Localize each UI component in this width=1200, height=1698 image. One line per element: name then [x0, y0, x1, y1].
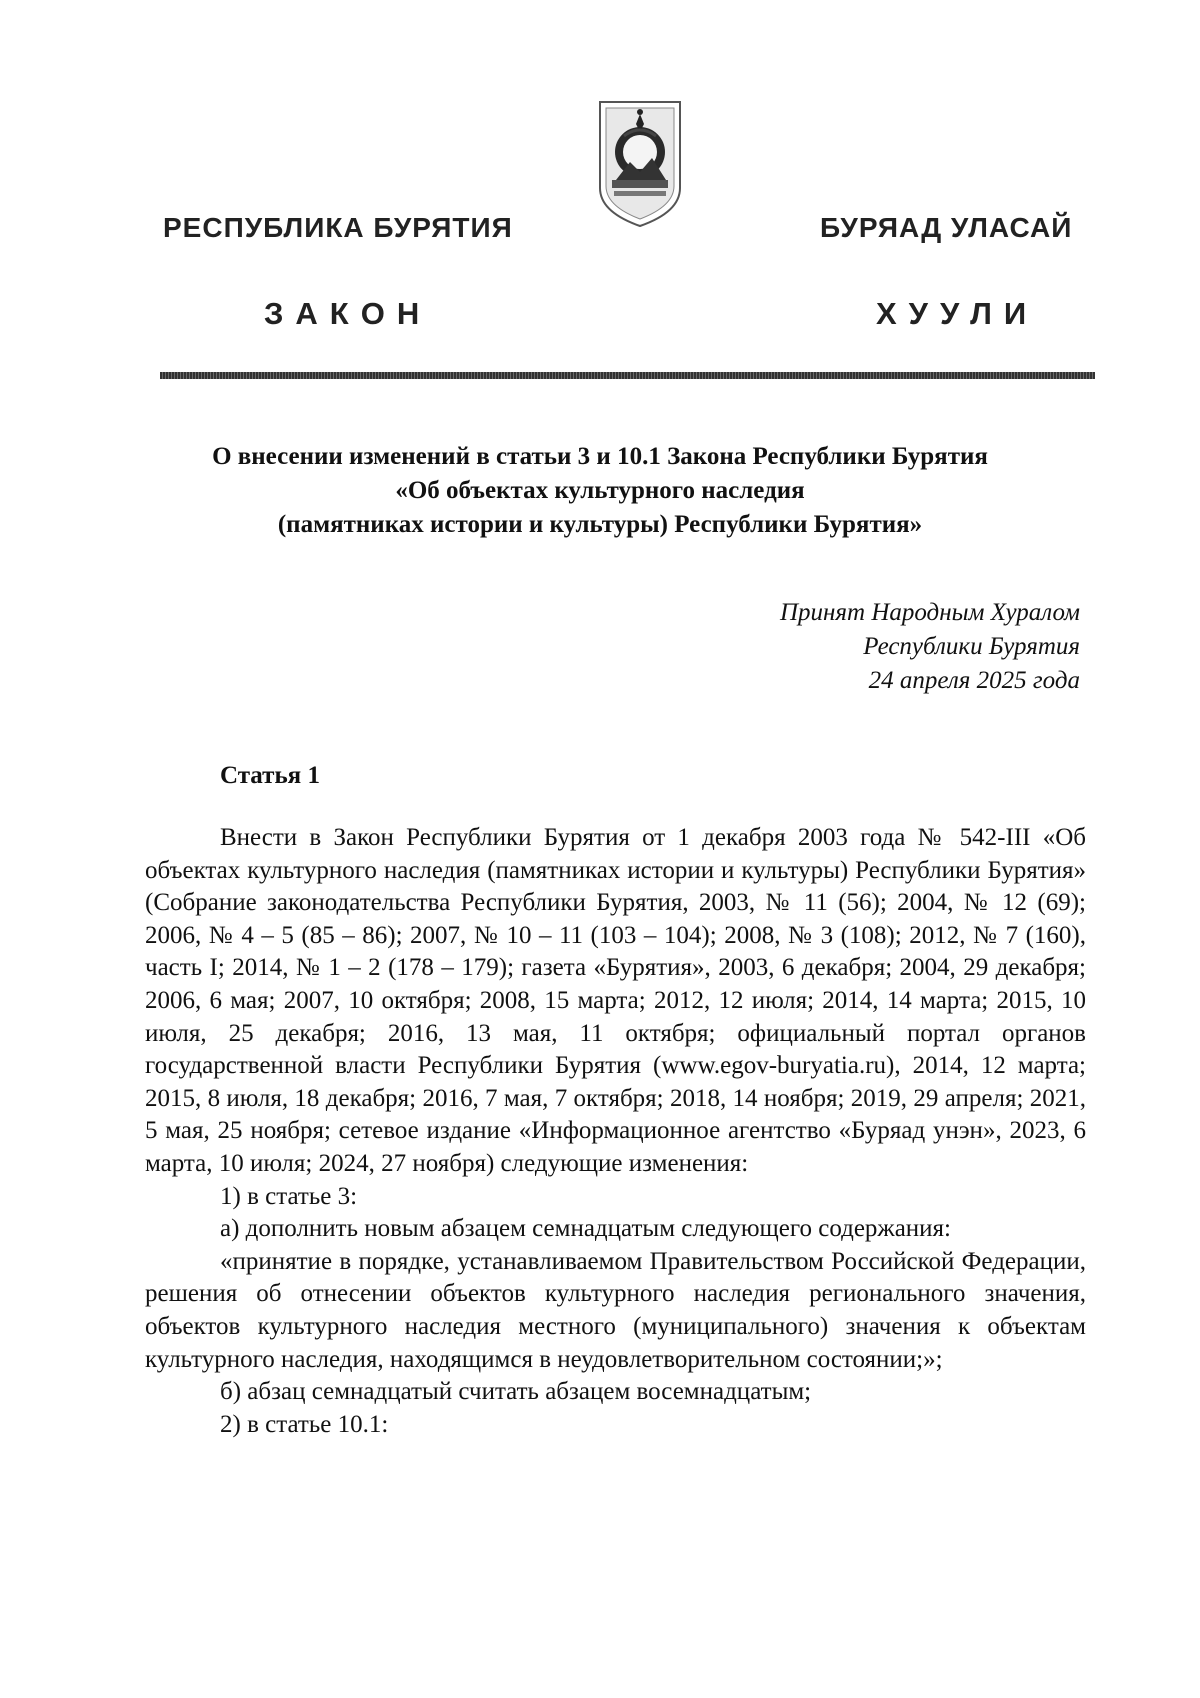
republic-name-bu: БУРЯАД УЛАСАЙ — [820, 212, 1073, 243]
article-heading: Статья 1 — [220, 762, 320, 789]
law-title-line: О внесении изменений в статьи 3 и 10.1 Закона Республики Бурятия — [212, 443, 988, 470]
law-title-line: «Об объектах культурного наследия — [395, 477, 805, 504]
law-label-ru: ЗАКОН — [264, 296, 432, 331]
article-paragraph: Внести в Закон Республики Бурятия от 1 декабря 2003 года № 542-III «Об объектах культурного наследия (памятниках истории и культуры) Республики Бурятия» (Собрание законодательства Республики Бурятия, 2003, № 11 (56); 2004, № 12 (69); 2006, № 4 – 5 (85 – 86); 2007, № 10 – 11 (103 – 104); 2008, № 3 (108); 2012, № 7 (160), часть I; 2014, № 1 – 2 (178 – 179); газета «Бурятия», 2003, 6 декабря; 2004, 29 декабря; 2006, 6 мая; 2007, 10 октября; 2008, 15 марта; 2012, 12 июля; 2014, 14 марта; 2015, 10 июля, 25 декабря; 2016, 13 мая, 11 октября; официальный портал органов государственной власти Республики Бурятия (www.egov-buryatia.ru), 2014, 12 марта; 2015, 8 июля, 18 декабря; 2016, 7 мая, 7 октября; 2018, 14 ноября; 2019, 29 апреля; 2021, 5 мая, 25 ноября; сетевое издание «Информационное агентство «Буряад унэн», 2023, 6 марта, 10 июля; 2024, 27 ноября) следующие изменения: — [145, 824, 1086, 1177]
adoption-line: Принят Народным Хуралом — [779, 599, 1080, 626]
article-paragraph: 1) в статье 3: — [220, 1182, 358, 1210]
adoption-line: Республики Бурятия — [863, 633, 1080, 660]
coat-of-arms-icon — [594, 88, 686, 228]
law-label-bu: ХУУЛИ — [876, 296, 1039, 331]
adoption-date: 24 апреля 2025 года — [868, 667, 1080, 694]
article-paragraph: а) дополнить новым абзацем семнадцатым следующего содержания: — [220, 1215, 951, 1243]
law-title-line: (памятниках истории и культуры) Республики Бурятия» — [277, 511, 923, 538]
article-paragraph: 2) в статье 10.1: — [220, 1410, 389, 1438]
article-body — [145, 822, 1086, 1441]
adoption-note — [780, 596, 1080, 698]
header-divider — [160, 372, 1095, 379]
law-title — [140, 440, 1060, 542]
article-paragraph: б) абзац семнадцатый считать абзацем восемнадцатым; — [220, 1378, 812, 1406]
article-paragraph: «принятие в порядке, устанавливаемом Правительством Российской Федерации, решения об отнесении объектов культурного наследия регионального значения, объектов культурного наследия местного (муниципального) значения к объектам культурного наследия, находящимся в неудовлетворительном состоянии;»; — [145, 1247, 1086, 1373]
republic-name-ru: РЕСПУБЛИКА БУРЯТИЯ — [163, 212, 513, 243]
